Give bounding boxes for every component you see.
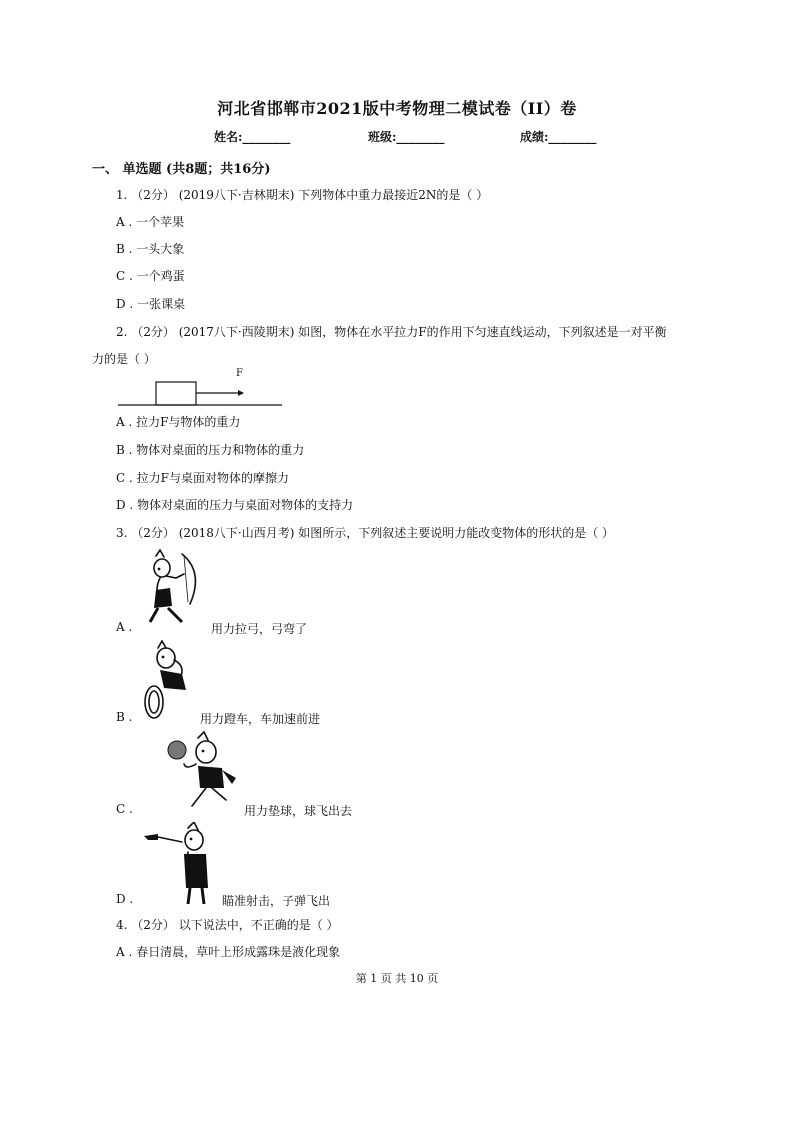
archer-figure-image xyxy=(142,548,208,628)
question-3-option-b-letter: B . xyxy=(116,710,133,724)
question-3-option-d-text: 瞄准射击，子弹飞出 xyxy=(222,894,331,908)
question-2-option-a: A . 拉力F与物体的重力 xyxy=(116,415,241,429)
section-heading: 一、 单选题 (共8题；共16分) xyxy=(92,162,271,177)
question-3-option-b-text: 用力蹬车，车加速前进 xyxy=(200,712,321,726)
question-2-stem-line1: 2. （2分） (2017八下·西陵期末) 如图，物体在水平拉力F的作用下匀速直线运动，下列叙述是一对平衡 xyxy=(116,325,667,339)
question-3-option-c-text: 用力垫球，球飞出去 xyxy=(244,804,353,818)
block-rect xyxy=(156,382,196,405)
question-3-option-a-text: 用力拉弓，弓弯了 xyxy=(211,622,308,636)
question-2-option-b: B . 物体对桌面的压力和物体的重力 xyxy=(116,443,305,457)
name-field: 姓名:________ xyxy=(214,130,291,144)
question-2-stem-line2: 力的是（ ） xyxy=(92,352,156,366)
volleyball-figure-image xyxy=(166,730,242,812)
question-2-option-d: D . 物体对桌面的压力与桌面对物体的支持力 xyxy=(116,498,354,512)
force-arrow-head xyxy=(238,390,244,396)
question-3-option-a-letter: A . xyxy=(116,620,133,634)
cyclist-figure-image xyxy=(140,640,198,720)
block-force-figure xyxy=(116,370,286,408)
question-3-option-c-letter: C . xyxy=(116,802,133,816)
question-1-option-b: B . 一头大象 xyxy=(116,242,185,256)
force-label: F xyxy=(236,368,243,379)
question-1-option-a: A . 一个苹果 xyxy=(116,215,185,229)
question-2-option-c: C . 拉力F与桌面对物体的摩擦力 xyxy=(116,471,289,485)
question-1-stem: 1. （2分） (2019八下·吉林期末) 下列物体中重力最接近2N的是（ ） xyxy=(116,188,489,202)
question-1-option-d: D . 一张课桌 xyxy=(116,297,186,311)
question-4-option-a: A . 春日清晨，草叶上形成露珠是液化现象 xyxy=(116,945,341,959)
class-field: 班级:________ xyxy=(368,130,445,144)
question-1-option-c: C . 一个鸡蛋 xyxy=(116,269,185,283)
exam-title: 河北省邯郸市2021版中考物理二模试卷（II）卷 xyxy=(217,99,577,118)
shooter-figure-image xyxy=(144,822,216,906)
question-3-stem: 3. （2分） (2018八下·山西月考) 如图所示，下列叙述主要说明力能改变物体的形状的是（ ） xyxy=(116,526,615,540)
score-field: 成绩:________ xyxy=(520,130,597,144)
page-footer: 第 1 页 共 10 页 xyxy=(355,972,439,985)
question-4-stem: 4. （2分） 以下说法中，不正确的是（ ） xyxy=(116,918,339,932)
question-3-option-d-letter: D . xyxy=(116,892,134,906)
